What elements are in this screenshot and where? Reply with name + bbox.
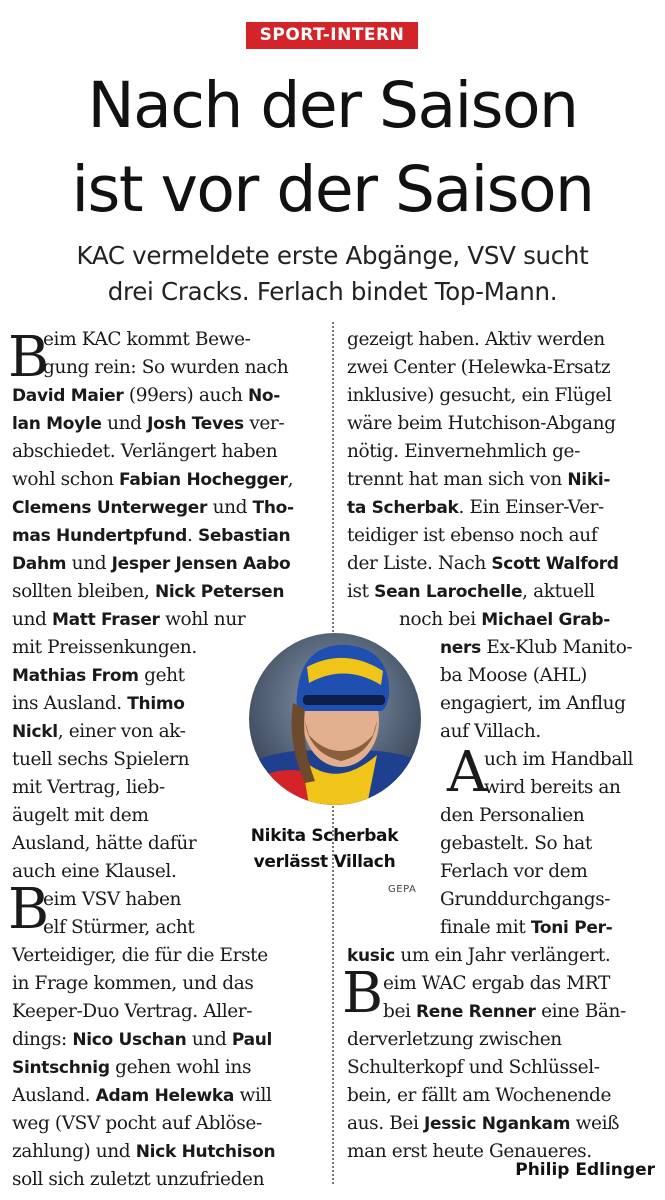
article-text-line bbox=[12, 662, 185, 690]
text-run: engagiert, im Anflug bbox=[440, 693, 626, 714]
article-text-line bbox=[12, 830, 196, 858]
person-name: ta Scherbak bbox=[347, 498, 459, 518]
article-text-line bbox=[43, 326, 250, 354]
text-run: , bbox=[287, 469, 294, 490]
article-text-line bbox=[12, 606, 245, 634]
text-run: wohl nur bbox=[159, 609, 246, 630]
article-text-line bbox=[440, 802, 584, 830]
person-name: Niki- bbox=[567, 470, 611, 490]
person-name: Josh Teves bbox=[147, 414, 244, 434]
photo-caption-line-1: Nikita Scherbak bbox=[250, 826, 399, 846]
article-text-line bbox=[12, 802, 148, 830]
text-run: um ein Jahr verlängert. bbox=[394, 945, 611, 966]
text-run: eim WAC ergab das MRT bbox=[383, 973, 610, 994]
article-text-line bbox=[440, 690, 626, 718]
text-run: in Frage kommen, und das bbox=[12, 973, 254, 994]
article-text-line bbox=[12, 578, 284, 606]
text-run: auf Villach. bbox=[440, 721, 541, 742]
text-run: und bbox=[66, 553, 112, 574]
article-text-line bbox=[12, 522, 290, 550]
article-text-line bbox=[347, 1082, 611, 1110]
article-text-line bbox=[12, 1082, 272, 1110]
text-run: abschiedet. Verlängert haben bbox=[12, 441, 278, 462]
text-run: weiß bbox=[570, 1113, 620, 1134]
text-run: wohl schon bbox=[12, 469, 119, 490]
headline bbox=[0, 64, 665, 232]
person-name: Sebastian bbox=[197, 526, 291, 546]
text-run: man erst heute Genaueres. bbox=[347, 1141, 592, 1162]
article-text-line bbox=[347, 1110, 619, 1138]
headline-line-2: ist vor der Saison bbox=[71, 153, 594, 226]
article-text-line bbox=[12, 746, 189, 774]
article-text-line bbox=[12, 438, 277, 466]
article-text-line bbox=[12, 718, 186, 746]
text-run: , einer von ak- bbox=[57, 721, 186, 742]
text-run: auch eine Klausel. bbox=[12, 861, 177, 882]
person-name: Michael Grab- bbox=[481, 610, 611, 630]
text-run: will bbox=[234, 1085, 272, 1106]
subheadline bbox=[0, 238, 665, 310]
article-text-line bbox=[12, 634, 197, 662]
drop-cap-right-2: B bbox=[342, 961, 384, 1026]
person-name: Sean Larochelle bbox=[374, 582, 523, 602]
player-photo bbox=[249, 633, 421, 805]
person-name: Dahm bbox=[12, 554, 67, 574]
person-name: mas Hundertpfund bbox=[12, 526, 188, 546]
text-run: , aktuell bbox=[522, 581, 595, 602]
article-text-line bbox=[440, 634, 632, 662]
photo-credit: GEPA bbox=[388, 884, 417, 895]
text-run: wäre beim Hutchison-Abgang bbox=[347, 413, 616, 434]
article-text-line bbox=[347, 410, 616, 438]
person-name: Matt Fraser bbox=[51, 610, 160, 630]
person-name: Rene Renner bbox=[416, 1002, 536, 1022]
article-text-line bbox=[399, 606, 610, 634]
person-name: Tho- bbox=[252, 498, 294, 518]
text-run: bein, er fällt am Wochenende bbox=[347, 1085, 612, 1106]
article-text-line bbox=[12, 410, 284, 438]
text-run: finale mit bbox=[440, 917, 531, 938]
text-run: äugelt mit dem bbox=[12, 805, 149, 826]
text-run: gung rein: So wurden nach bbox=[43, 357, 289, 378]
drop-cap-left-1: B bbox=[8, 325, 50, 390]
person-name: Fabian Hochegger bbox=[119, 470, 288, 490]
person-name: kusic bbox=[347, 946, 395, 966]
drop-cap-left-2: B bbox=[8, 877, 50, 942]
article-text-line bbox=[347, 942, 610, 970]
person-name: Scott Walford bbox=[491, 554, 619, 574]
article-text-line bbox=[43, 886, 181, 914]
article-text-line bbox=[383, 970, 610, 998]
text-run: Verteidiger, die für die Erste bbox=[12, 945, 268, 966]
article-text-line bbox=[347, 1026, 562, 1054]
article-text-line bbox=[347, 550, 619, 578]
text-run: tuell sechs Spielern bbox=[12, 749, 190, 770]
article-text-line bbox=[347, 494, 604, 522]
article-text-line bbox=[440, 914, 612, 942]
article-text-line bbox=[12, 774, 165, 802]
text-run: soll sich zuletzt unzufrieden bbox=[12, 1169, 265, 1190]
article-text-line bbox=[12, 1110, 262, 1138]
article-text-line bbox=[440, 886, 610, 914]
text-run: und bbox=[186, 1029, 232, 1050]
text-run: trennt hat man sich von bbox=[347, 469, 568, 490]
text-run: den Personalien bbox=[440, 805, 585, 826]
text-run: Schulterkopf und Schlüssel- bbox=[347, 1057, 600, 1078]
text-run: derverletzung zwischen bbox=[347, 1029, 562, 1050]
text-run: bei bbox=[383, 1001, 416, 1022]
text-run: mit Preissenkungen. bbox=[12, 637, 197, 658]
article-text-line bbox=[12, 466, 293, 494]
person-name: Thimo bbox=[127, 694, 185, 714]
text-run: wird bereits an bbox=[484, 777, 621, 798]
text-run: uch im Handball bbox=[484, 749, 634, 770]
person-name: Jesper Jensen Aabo bbox=[111, 554, 291, 574]
person-name: Adam Helewka bbox=[95, 1086, 235, 1106]
person-name: No- bbox=[247, 386, 281, 406]
article-text-line bbox=[12, 1138, 275, 1166]
text-run: teidiger ist ebenso noch auf bbox=[347, 525, 598, 546]
article-text-line bbox=[12, 1026, 272, 1054]
text-run: gehen wohl ins bbox=[109, 1057, 252, 1078]
person-name: ners bbox=[440, 638, 481, 658]
text-run: zwei Center (Helewka-Ersatz bbox=[347, 357, 611, 378]
article-text-line bbox=[43, 354, 288, 382]
text-run: Ausland, hätte dafür bbox=[12, 833, 197, 854]
subheadline-line-2: drei Cracks. Ferlach bindet Top-Mann. bbox=[107, 277, 558, 306]
text-run: und bbox=[101, 413, 148, 434]
article-text-line bbox=[347, 578, 595, 606]
text-run: . Ein Einser-Ver- bbox=[458, 497, 604, 518]
text-run: Ferlach vor dem bbox=[440, 861, 588, 882]
text-run: zahlung) und bbox=[12, 1141, 136, 1162]
text-run: (99ers) auch bbox=[123, 385, 248, 406]
text-run: geht bbox=[138, 665, 185, 686]
text-run: Keeper-Duo Vertrag. Aller- bbox=[12, 1001, 253, 1022]
article-text-line bbox=[43, 914, 194, 942]
person-name: Toni Per- bbox=[530, 918, 613, 938]
text-run: und bbox=[12, 609, 52, 630]
text-run: ba Moose (AHL) bbox=[440, 665, 587, 686]
text-run: nötig. Einvernehmlich ge- bbox=[347, 441, 580, 462]
article-text-line bbox=[383, 998, 626, 1026]
person-name: Nick Petersen bbox=[154, 582, 285, 602]
text-run: gebastelt. So hat bbox=[440, 833, 592, 854]
article-text-line bbox=[347, 438, 580, 466]
section-kicker: SPORT-INTERN bbox=[246, 22, 418, 49]
article-text-line bbox=[347, 522, 597, 550]
text-run: eim VSV haben bbox=[43, 889, 182, 910]
person-name: Nico Uschan bbox=[72, 1030, 187, 1050]
article-text-line bbox=[12, 970, 253, 998]
person-name: Sintschnig bbox=[12, 1058, 110, 1078]
text-run: ver- bbox=[243, 413, 285, 434]
text-run: inklusive) gesucht, ein Flügel bbox=[347, 385, 612, 406]
person-name: Jessic Ngankam bbox=[423, 1114, 571, 1134]
text-run: eine Bän- bbox=[535, 1001, 626, 1022]
article-text-line bbox=[347, 1054, 600, 1082]
drop-cap-right-1: A bbox=[447, 740, 488, 805]
text-run: gezeigt haben. Aktiv werden bbox=[347, 329, 605, 350]
person-name: Nick Hutchison bbox=[135, 1142, 276, 1162]
article-text-line bbox=[440, 830, 592, 858]
article-text-line bbox=[440, 858, 587, 886]
article-text-line bbox=[12, 494, 294, 522]
article-text-line bbox=[12, 998, 252, 1026]
text-run: der Liste. Nach bbox=[347, 553, 492, 574]
hockey-player-image bbox=[249, 633, 421, 805]
person-name: Clemens Unterweger bbox=[12, 498, 208, 518]
article-text-line bbox=[484, 746, 633, 774]
text-run: ist bbox=[347, 581, 375, 602]
article-text-line bbox=[12, 942, 268, 970]
person-name: David Maier bbox=[12, 386, 124, 406]
person-name: Nickl bbox=[12, 722, 58, 742]
text-run: elf Stürmer, acht bbox=[43, 917, 195, 938]
subheadline-line-1: KAC vermeldete erste Abgänge, VSV sucht bbox=[76, 241, 589, 270]
article-text-line bbox=[347, 466, 610, 494]
text-run: Ex-Klub Manito- bbox=[480, 637, 633, 658]
article-text-line bbox=[12, 690, 185, 718]
text-run: noch bei bbox=[399, 609, 482, 630]
author-byline: Philip Edlinger bbox=[515, 1160, 655, 1180]
person-name: Mathias From bbox=[12, 666, 139, 686]
article-text-line bbox=[12, 1054, 251, 1082]
text-run: dings: bbox=[12, 1029, 73, 1050]
text-run: sollten bleiben, bbox=[12, 581, 155, 602]
text-run: mit Vertrag, lieb- bbox=[12, 777, 165, 798]
article-text-line bbox=[440, 662, 587, 690]
article-text-line bbox=[347, 382, 612, 410]
person-name: Paul bbox=[231, 1030, 273, 1050]
article-text-line bbox=[12, 1166, 264, 1194]
article-text-line bbox=[347, 354, 610, 382]
text-run: weg (VSV pocht auf Ablöse- bbox=[12, 1113, 262, 1134]
text-run: Ausland. bbox=[12, 1085, 96, 1106]
headline-line-1: Nach der Saison bbox=[87, 69, 578, 142]
person-name: lan Moyle bbox=[12, 414, 102, 434]
article-text-line bbox=[484, 774, 621, 802]
text-run: Grunddurchgangs- bbox=[440, 889, 611, 910]
text-run: . bbox=[187, 525, 198, 546]
text-run: aus. Bei bbox=[347, 1113, 424, 1134]
text-run: und bbox=[207, 497, 253, 518]
article-text-line bbox=[12, 550, 290, 578]
text-run: ins Ausland. bbox=[12, 693, 128, 714]
article-text-line bbox=[12, 382, 280, 410]
article-text-line bbox=[347, 326, 605, 354]
text-run: eim KAC kommt Bewe- bbox=[43, 329, 251, 350]
photo-caption-line-2: verlässt Villach bbox=[253, 852, 396, 872]
